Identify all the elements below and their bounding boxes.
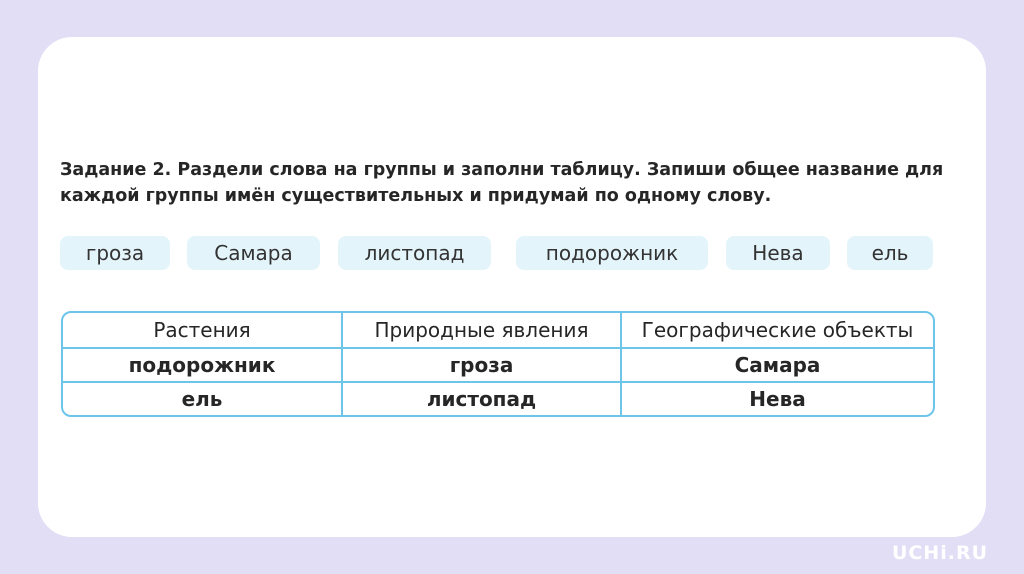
uchi-ru-watermark: UCHi.RU (891, 542, 988, 564)
table-cell: ель (63, 382, 342, 415)
table-cell: подорожник (63, 348, 342, 382)
slide-card (38, 37, 986, 537)
header-plants: Растения (63, 313, 342, 348)
word-chip-3: листопад (338, 236, 491, 270)
header-geographic-objects: Географические объекты (621, 313, 933, 348)
table-row (63, 382, 933, 415)
word-chip-2: Самара (187, 236, 320, 270)
word-chip-4: подорожник (516, 236, 708, 270)
table-cell: Самара (621, 348, 933, 382)
groups-table (61, 311, 935, 417)
word-chip-1: гроза (60, 236, 170, 270)
word-chip-5: Нева (726, 236, 830, 270)
table-cell: Нева (749, 387, 806, 412)
table-cell: листопад (342, 382, 621, 415)
header-natural-phenomena: Природные явления (342, 313, 621, 348)
word-chip-6: ель (847, 236, 933, 270)
task-text: Задание 2. Раздели слова на группы и заполни таблицу. Запиши общее название для каждой группы имён существительных и придумай по одному слову. (60, 160, 944, 206)
table-row (63, 348, 933, 382)
table-header-row (63, 313, 933, 348)
table-cell: гроза (342, 348, 621, 382)
